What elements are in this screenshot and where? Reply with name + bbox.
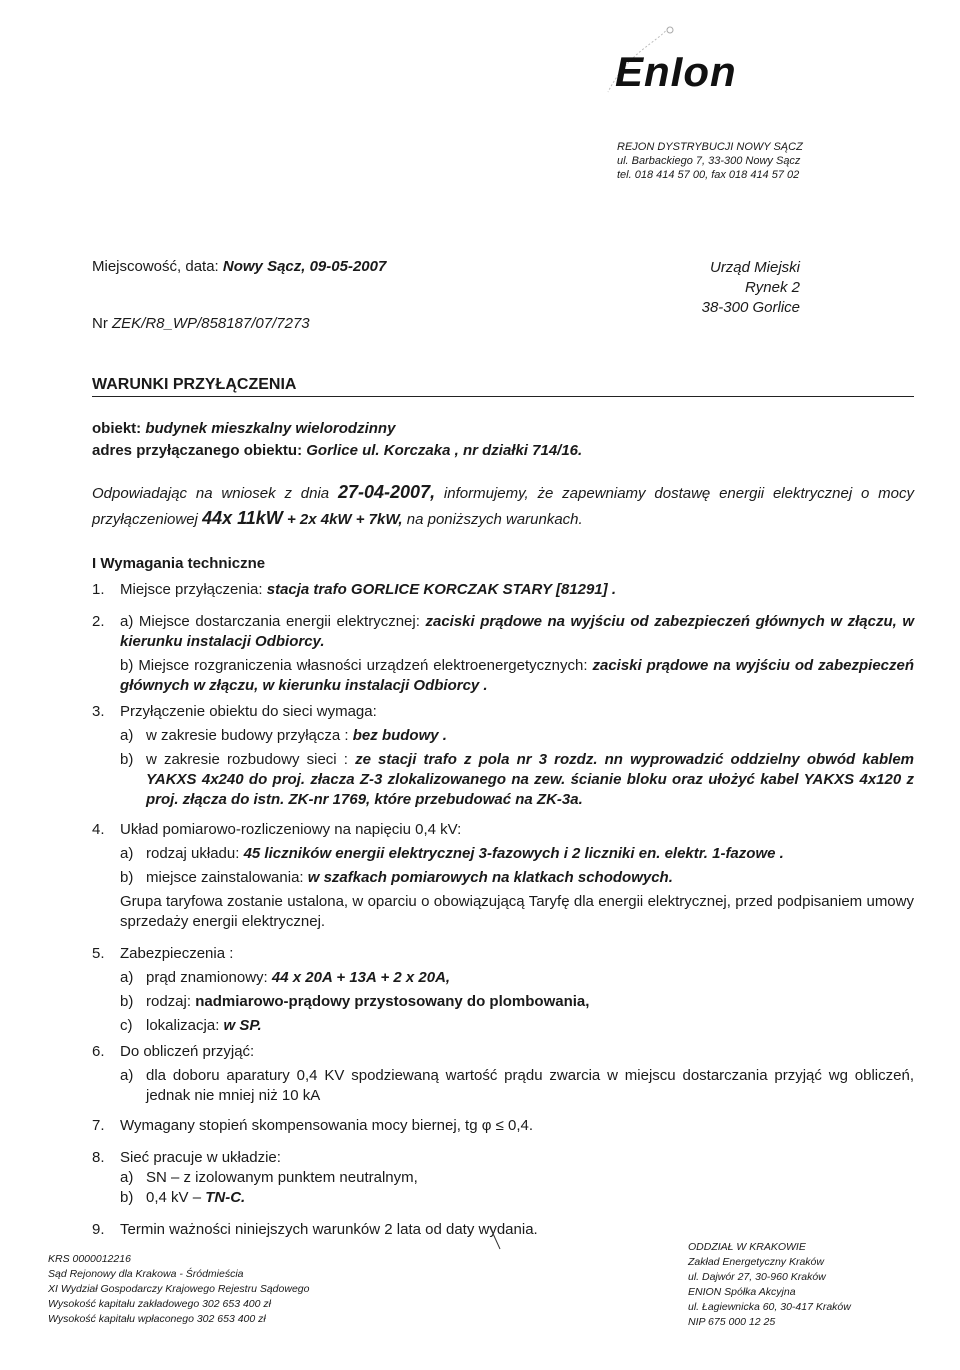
sub-text: dla doboru aparatury 0,4 KV spodziewaną wartość prądu zwarcia w miejscu dostarczania przyjąć wg obliczeń, jednak nie mniej niż 10 kA: [146, 1067, 914, 1104]
intro-paragraph: [92, 480, 914, 532]
sub-item: [120, 844, 914, 864]
tariff-note: Grupa taryfowa zostanie ustalona, w oparciu o obowiązującą Taryfę dla energii elektrycznej, przed podpisaniem umowy sprzedaży energii elektrycznej.: [120, 893, 914, 930]
sub-value: 45 liczników energii elektrycznej 3-fazowych i 2 liczniki en. elektr. 1-fazowe .: [243, 845, 784, 862]
item-text: Do obliczeń przyjąć:: [120, 1043, 255, 1060]
item-text: Wymagany stopień skompensowania mocy biernej, tg φ ≤ 0,4.: [120, 1117, 534, 1134]
sub-item: [120, 1188, 914, 1208]
intro-text-2: informujemy, że zapewniamy dostawę energii elektrycznej o mocy przyłączeniowej: [92, 485, 915, 528]
branch-name: ODDZIAŁ W KRAKOWIE: [688, 1241, 806, 1253]
sub-label: w zakresie budowy przyłącza :: [146, 727, 349, 744]
request-date: 27-04-2007,: [338, 482, 436, 502]
sub-item: [120, 868, 914, 888]
reference-number: [92, 315, 310, 332]
intro-text-1: Odpowiadając na wniosek z dnia: [92, 485, 330, 502]
sub-letter: a): [120, 969, 134, 986]
item-number: 1.: [92, 581, 105, 598]
sub-value: bez budowy .: [352, 727, 447, 744]
item-number: 9.: [92, 1221, 105, 1238]
recipient-address: [702, 258, 800, 318]
sub-item: [120, 1168, 914, 1188]
region-street: ul. Barbackiego 7, 33-300 Nowy Sącz: [617, 155, 801, 167]
paid-capital: Wysokość kapitału wpłaconego 302 653 400 zł: [48, 1313, 266, 1325]
sub-label: lokalizacja:: [146, 1017, 220, 1034]
sub-item: [120, 656, 914, 696]
object-info: [92, 418, 582, 462]
list-item: [92, 1148, 914, 1208]
item-number: 8.: [92, 1149, 105, 1166]
sub-text: SN – z izolowanym punktem neutralnym,: [146, 1169, 418, 1186]
branch-plant: Zakład Energetyczny Kraków: [688, 1256, 824, 1268]
intro-text-3: na poniższych warunkach.: [406, 511, 583, 528]
object-value: budynek mieszkalny wielorodzinny: [145, 420, 396, 437]
requirements-list: [92, 580, 914, 1246]
sub-letter: a): [120, 845, 134, 862]
sub-letter: c): [120, 1017, 133, 1034]
footer-registration: [48, 1252, 309, 1327]
company-address: ul. Łagiewnicka 60, 30-417 Kraków: [688, 1301, 851, 1313]
share-capital: Wysokość kapitału zakładowego 302 653 400 zł: [48, 1298, 271, 1310]
item-number: 4.: [92, 821, 105, 838]
list-item: [92, 580, 914, 600]
place-label: Miejscowość, data:: [92, 258, 219, 275]
sub-value: TN-C.: [205, 1189, 246, 1206]
recipient-line3: 38-300 Gorlice: [701, 299, 800, 316]
sub-letter: a): [120, 1067, 134, 1084]
sub-label: prąd znamionowy:: [146, 969, 268, 986]
sub-value: w szafkach pomiarowych na klatkach schodowych.: [307, 869, 673, 886]
footer-branch: [688, 1240, 851, 1330]
sub-letter: a): [120, 1169, 134, 1186]
place-value: Nowy Sącz, 09-05-2007: [222, 258, 387, 275]
list-item: [92, 1042, 914, 1106]
item-text: Sieć pracuje w układzie:: [120, 1149, 281, 1166]
list-item: [92, 820, 914, 932]
list-item: [92, 612, 914, 696]
sub-item: [120, 992, 914, 1012]
item-text: Układ pomiarowo-rozliczeniowy na napięciu 0,4 kV:: [120, 821, 462, 838]
company-nip: NIP 675 000 12 25: [688, 1316, 776, 1328]
branch-address: ul. Dajwór 27, 30-960 Kraków: [688, 1271, 826, 1283]
list-item: [92, 944, 914, 1036]
recipient-line1: Urząd Miejski: [709, 259, 800, 276]
sub-text: 0,4 kV –: [146, 1189, 202, 1206]
list-item: [92, 702, 914, 810]
sub-item: [120, 750, 914, 810]
document-title: WARUNKI PRZYŁĄCZENIA: [92, 376, 297, 393]
sub-item: [120, 968, 914, 988]
sub-letter: b): [120, 657, 134, 674]
item-label: Miejsce przyłączenia:: [120, 581, 263, 598]
item-number: 7.: [92, 1117, 105, 1134]
item-text: Zabezpieczenia :: [120, 945, 234, 962]
list-item: [92, 1116, 914, 1136]
court-department: XI Wydział Gospodarczy Krajowego Rejestru Sądowego: [48, 1283, 310, 1295]
sub-letter: b): [120, 1189, 134, 1206]
item-number: 3.: [92, 703, 105, 720]
sub-value: w SP.: [223, 1017, 262, 1034]
item-number: 5.: [92, 945, 105, 962]
region-address: [617, 140, 803, 182]
sub-value: zaciski prądowe na wyjściu od zabezpieczeń głównych w złączu, w kierunku instalacji Odbiorcy.: [120, 613, 915, 650]
sub-label: rodzaj układu:: [146, 845, 240, 862]
sub-label: miejsce zainstalowania:: [146, 869, 304, 886]
sub-label: w zakresie rozbudowy sieci :: [146, 751, 348, 768]
sub-letter: a): [120, 613, 134, 630]
object-label: obiekt:: [92, 420, 142, 437]
item-text: Przyłączenie obiektu do sieci wymaga:: [120, 703, 377, 720]
sub-label: Miejsce rozgraniczenia własności urządzeń elektroenergetycznych:: [138, 657, 588, 674]
sub-label: rodzaj:: [146, 993, 192, 1010]
ref-value: ZEK/R8_WP/858187/07/7273: [112, 315, 310, 332]
sub-item: [120, 726, 914, 746]
sub-letter: a): [120, 727, 134, 744]
power-rest: + 2x 4kW + 7kW,: [286, 511, 403, 528]
sub-item: [120, 1016, 914, 1036]
sub-letter: b): [120, 993, 134, 1010]
court-name: Sąd Rejonowy dla Krakowa - Śródmieścia: [48, 1268, 244, 1280]
krs-number: KRS 0000012216: [48, 1253, 131, 1265]
item-number: 6.: [92, 1043, 105, 1060]
sub-item: [120, 612, 914, 652]
sub-letter: b): [120, 751, 134, 768]
item-text: Termin ważności niniejszych warunków 2 lata od daty wydania.: [120, 1221, 538, 1238]
region-name: REJON DYSTRYBUCJI NOWY SĄCZ: [617, 141, 803, 153]
item-number: 2.: [92, 613, 105, 630]
sub-value: 44 x 20A + 13A + 2 x 20A,: [271, 969, 451, 986]
sub-letter: b): [120, 869, 134, 886]
sub-value: zaciski prądowe na wyjściu od zabezpieczeń głównych w złączu, w kierunku instalacji Odbiorcy .: [120, 657, 915, 694]
pen-mark-icon: [488, 1225, 502, 1251]
title-divider: [92, 396, 914, 397]
sub-value: nadmiarowo-prądowy przystosowany do plombowania,: [195, 993, 590, 1010]
item-value: stacja trafo GORLICE KORCZAK STARY [81291] .: [266, 581, 616, 598]
company-name: ENION Spółka Akcyjna: [688, 1286, 796, 1298]
object-address-label: adres przyłączanego obiektu:: [92, 442, 303, 459]
sub-item: [120, 1066, 914, 1106]
list-item: [92, 1220, 914, 1240]
object-address-value: Gorlice ul. Korczaka , nr działki 714/16.: [306, 442, 583, 459]
company-logo: EnIon: [615, 48, 737, 95]
ref-label: Nr: [92, 315, 108, 332]
section-title: I Wymagania techniczne: [92, 555, 266, 572]
place-date: [92, 258, 386, 275]
sub-value: ze stacji trafo z pola nr 3 rozdz. nn wyprowadzić oddzielny obwód kablem YAKXS 4x240 do proj. złacza Z-3 zlokalizowanego na zew. ścianie bloku oraz ułożyć kabel YAKXS 4x120 z proj. złącza do istn. ZK-nr 1769, które przebudować na ZK-3a.: [146, 751, 914, 808]
region-phone: tel. 018 414 57 00, fax 018 414 57 02: [617, 169, 800, 181]
recipient-line2: Rynek 2: [744, 279, 800, 296]
sub-label: Miejsce dostarczania energii elektrycznej:: [138, 613, 420, 630]
power-main: 44x 11kW: [202, 508, 283, 528]
